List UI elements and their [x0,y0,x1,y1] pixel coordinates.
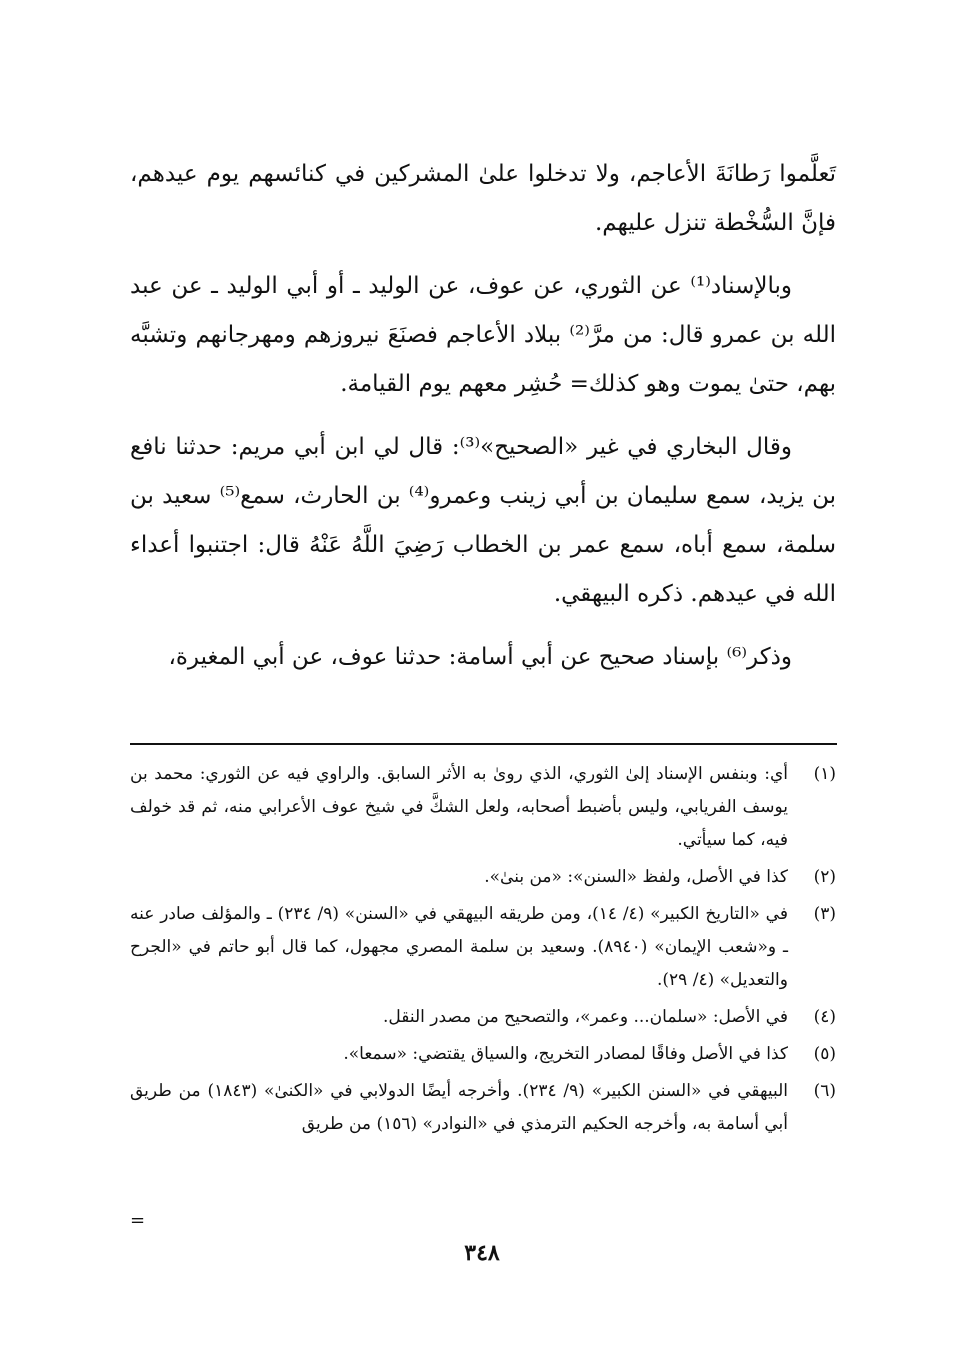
footnote-number: (١) [813,764,836,784]
page-number: ٣٤٨ [464,1240,500,1266]
footnote-3 [130,898,836,997]
footnote-text: في الأصل: «سلمان... وعمر»، والتصحيح من مصدر النقل. [382,1007,788,1027]
footnote-text: في «التاريخ الكبير» (٤/ ١٤)، ومن طريقه البيهقي في «السنن» (٩/ ٢٣٤) ـ والمؤلف صادر عنه ـ و«شعب الإيمان» (٨٩٤٠). وسعيد بن سلمة المصري مجهول، كما قال أبو حاتم في «الجرح والتعديل» (٤/ ٢٩). [130,904,788,990]
paragraph-3: وقال البخاري في غير «الصحيح»⁽³⁾: قال لي ابن أبي مريم: حدثنا نافع بن يزيد، سمع سليمان بن أبي زينب وعمرو⁽⁴⁾ بن الحارث، سمع⁽⁵⁾ سعيد بن سلمة، سمع أباه، سمع عمر بن الخطاب رَضِيَ اللَّهُ عَنْهُ قال: اجتنبوا أعداء الله في عيدهم. ذكره البيهقي. [130,434,837,607]
continuation-mark: = [130,1210,146,1231]
footnote-separator [130,743,837,745]
footnote-text: كذا في الأصل وفاقًا لمصادر التخريج، والسياق يقتضي: «سمعا». [343,1044,788,1064]
footnote-number: (٢) [813,867,836,887]
paragraph-1: تَعلَّموا رَطانَةَ الأعاجم، ولا تدخلوا علىٰ المشركين في كنائسهم يوم عيدهم، فإنَّ السُّخْطة تنزل عليهم. [130,161,836,236]
footnote-1 [130,758,836,857]
footnote-text: كذا في الأصل، ولفظ «السنن»: «من بنىٰ». [484,867,788,887]
paragraph-4: وذكر⁽⁶⁾ بإسناد صحيح عن أبي أسامة: حدثنا عوف، عن أبي المغيرة، [168,644,792,670]
footnote-number: (٦) [813,1081,836,1101]
footnote-5 [130,1038,836,1071]
footnote-text: أي: وبنفس الإسناد إلىٰ الثوري، الذي روىٰ به الأثر السابق. والراوي فيه عن الثوري: محمد بن يوسف الفريابي، وليس بأضبط أصحابه، ولعل الشكَّ في شيخ عوف الأعرابي منه، ثم قد خولف فيه، كما سيأتي. [130,764,788,850]
footnotes [130,758,836,1145]
footnote-number: (٣) [813,904,836,924]
paragraph-2: وبالإسناد⁽¹⁾ عن الثوري، عن عوف، عن الوليد ـ أو أبي الوليد ـ عن عبد الله بن عمرو قال: من مرَّ⁽²⁾ ببلاد الأعاجم فصنَعَ نيروزهم ومهرجانهم وتشبَّه بهم، حتىٰ يموت وهو كذلك= حُشِر معهم يوم القيامة. [130,273,836,397]
footnote-number: (٥) [813,1044,836,1064]
footnote-text: البيهقي في «السنن الكبير» (٩/ ٢٣٤). وأخرجه أيضًا الدولابي في «الكنىٰ» (١٨٤٣) من طريق أبي أسامة به، وأخرجه الحكيم الترمذي في «النوادر» (١٥٦) من طريق [130,1081,789,1134]
footnote-number: (٤) [813,1007,836,1027]
footnote-4 [130,1001,836,1034]
main-text [130,150,836,696]
footnote-6 [130,1075,836,1141]
footnote-2 [130,861,836,894]
